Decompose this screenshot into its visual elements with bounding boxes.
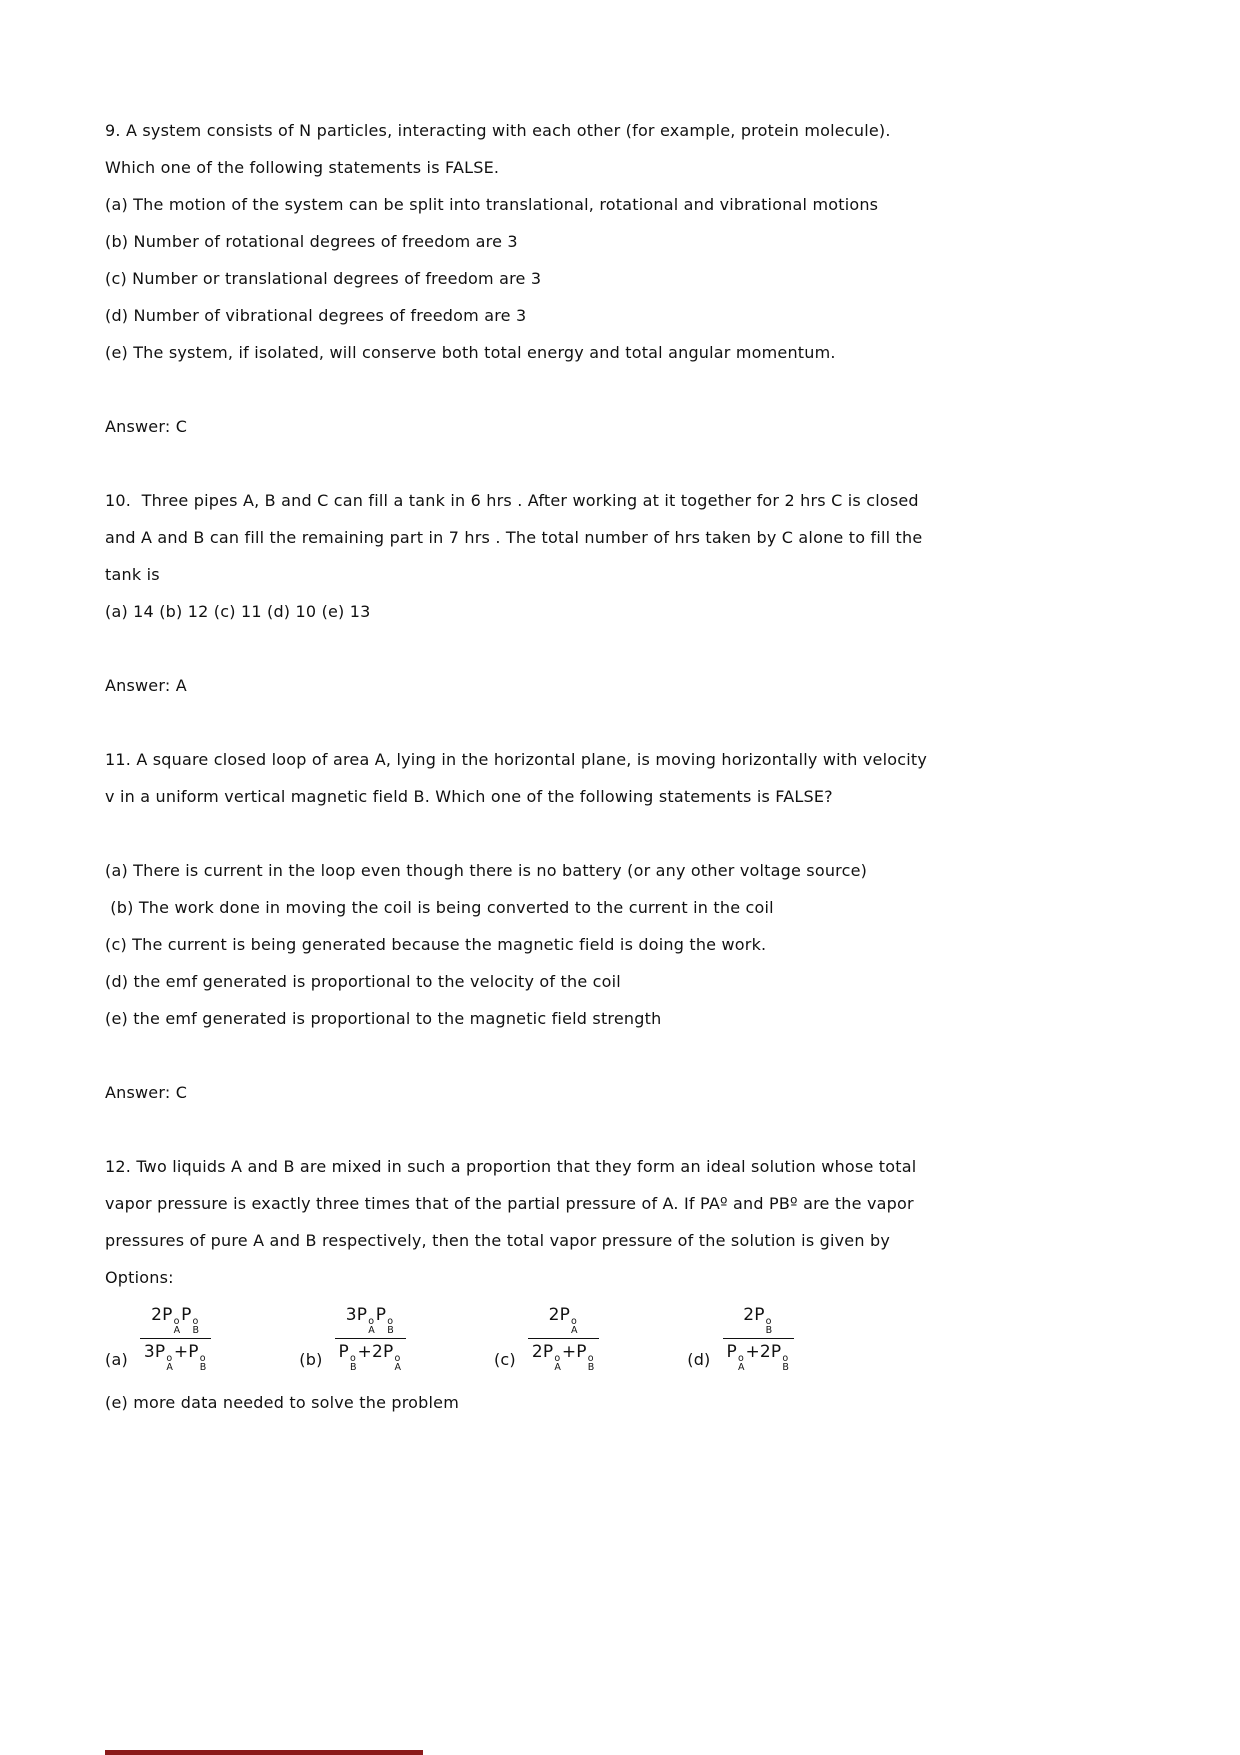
question-11-text-line: 11. A square closed loop of area A, lying in the horizontal plane, is moving horizontally with velocity (105, 750, 927, 769)
question-12-option-e: (e) more data needed to solve the problem (105, 1393, 460, 1412)
stacked-sup-sub: o B (350, 1353, 357, 1373)
stacked-sup-sub: o B (587, 1353, 595, 1373)
option-a-fraction (140, 1304, 211, 1372)
fraction-denominator: 2P o A +P o B (531, 1342, 595, 1373)
question-9-text-line: Which one of the following statements is FALSE. (105, 158, 500, 177)
question-12-option-b (299, 1304, 406, 1372)
fraction-denominator: P o A +2P o B (726, 1342, 789, 1373)
stacked-sup-sub: o B (387, 1316, 394, 1336)
stacked-sup-sub: o B (765, 1316, 773, 1336)
question-9-text-line: 9. A system consists of N particles, interacting with each other (for example, protein molecule). (105, 121, 891, 140)
question-9-option-e: (e) The system, if isolated, will conserve both total energy and total angular momentum. (105, 343, 836, 362)
question-12-text-line: vapor pressure is exactly three times that of the partial pressure of A. If PAº and PBº are the vapor (105, 1194, 914, 1213)
page-bottom-red-bar (105, 1750, 423, 1755)
fraction-denominator: P o B +2P o A (338, 1342, 401, 1373)
stacked-sup-sub: o A (737, 1353, 745, 1373)
option-a-label: (a) (105, 1350, 128, 1369)
fraction-denominator: 3P o A +P o B (143, 1342, 207, 1373)
question-11-option-a: (a) There is current in the loop even though there is no battery (or any other voltage source) (105, 861, 868, 880)
question-12-option-a (105, 1304, 211, 1372)
question-10-answer: Answer: A (105, 676, 187, 695)
question-12-text-line: 12. Two liquids A and B are mixed in such a proportion that they form an ideal solution whose total (105, 1157, 917, 1176)
question-9-answer: Answer: C (105, 417, 188, 436)
question-12-option-c (494, 1304, 599, 1372)
question-10-text-line: 10. Three pipes A, B and C can fill a tank in 6 hrs . After working at it together for 2 hrs C is closed (105, 491, 919, 510)
fraction-numerator: 2P o A (528, 1304, 599, 1339)
question-10-text-line: tank is (105, 565, 160, 584)
question-12-formula-options (105, 1304, 1140, 1372)
question-12-option-d (687, 1304, 794, 1372)
question-11-option-c: (c) The current is being generated because the magnetic field is doing the work. (105, 935, 767, 954)
stacked-sup-sub: o A (173, 1316, 181, 1336)
option-c-fraction (528, 1304, 599, 1372)
question-12-options-label: Options: (105, 1268, 174, 1287)
question-12-text-line: pressures of pure A and B respectively, then the total vapor pressure of the solution is given by (105, 1231, 891, 1250)
question-10-options: (a) 14 (b) 12 (c) 11 (d) 10 (e) 13 (105, 602, 371, 621)
option-b-fraction (335, 1304, 406, 1372)
question-11-answer: Answer: C (105, 1083, 188, 1102)
stacked-sup-sub: o A (368, 1316, 375, 1336)
stacked-sup-sub: o A (571, 1316, 578, 1336)
fraction-numerator: 2P o B (723, 1304, 794, 1339)
option-b-label: (b) (299, 1350, 323, 1369)
question-9-option-d: (d) Number of vibrational degrees of freedom are 3 (105, 306, 527, 325)
stacked-sup-sub: o B (192, 1316, 200, 1336)
question-10 (105, 482, 1140, 704)
stacked-sup-sub: o B (782, 1353, 789, 1373)
option-d-label: (d) (687, 1350, 711, 1369)
stacked-sup-sub: o A (166, 1353, 173, 1373)
question-9 (105, 112, 1140, 445)
question-11 (105, 741, 1140, 1111)
question-9-option-b: (b) Number of rotational degrees of freedom are 3 (105, 232, 518, 251)
question-9-option-c: (c) Number or translational degrees of freedom are 3 (105, 269, 542, 288)
question-11-option-b: (b) The work done in moving the coil is being converted to the current in the coil (105, 898, 774, 917)
fraction-numerator: 2P o A P o B (140, 1304, 211, 1339)
question-11-option-d: (d) the emf generated is proportional to the velocity of the coil (105, 972, 621, 991)
option-c-label: (c) (493, 1350, 516, 1369)
stacked-sup-sub: o A (394, 1353, 401, 1373)
stacked-sup-sub: o A (554, 1353, 561, 1373)
fraction-numerator: 3P o A P o B (335, 1304, 406, 1339)
question-9-option-a: (a) The motion of the system can be split into translational, rotational and vibrational motions (105, 195, 879, 214)
option-d-fraction (723, 1304, 794, 1372)
question-11-option-e: (e) the emf generated is proportional to the magnetic field strength (105, 1009, 662, 1028)
question-11-text-line: v in a uniform vertical magnetic field B. Which one of the following statements is FALSE? (105, 787, 833, 806)
question-10-text-line: and A and B can fill the remaining part in 7 hrs . The total number of hrs taken by C alone to fill the (105, 528, 923, 547)
stacked-sup-sub: o B (199, 1353, 207, 1373)
question-12 (105, 1148, 1140, 1421)
